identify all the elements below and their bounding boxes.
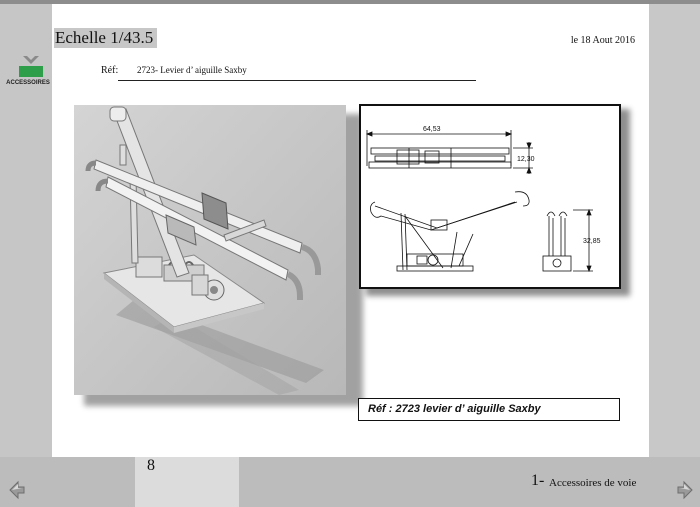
section-number: 1- bbox=[531, 472, 545, 489]
document-date: le 18 Aout 2016 bbox=[570, 35, 635, 46]
dimension-height: 32,85 bbox=[583, 238, 601, 245]
reference-underline bbox=[118, 80, 476, 81]
reference-label: Réf: bbox=[101, 65, 119, 76]
right-margin bbox=[649, 4, 700, 457]
scale-title: Echelle 1/43.5 bbox=[54, 28, 157, 48]
technical-drawing-lines bbox=[361, 106, 619, 287]
next-page-arrow-icon[interactable] bbox=[674, 479, 696, 501]
logo-label: ACCESSOIRES bbox=[6, 80, 50, 86]
dimension-length: 64,53 bbox=[423, 126, 441, 133]
technical-drawing bbox=[359, 104, 621, 289]
reference-value: 2723- Levier d’ aiguille Saxby bbox=[137, 65, 247, 75]
lever-render-illustration bbox=[74, 105, 346, 395]
logo-green-block bbox=[19, 66, 43, 77]
lever-3d-render bbox=[74, 105, 346, 395]
dimension-depth: 12,30 bbox=[517, 156, 535, 163]
section-label: Accessoires de voie bbox=[549, 477, 637, 489]
page-number: 8 bbox=[147, 457, 155, 474]
reference-caption: Réf : 2723 levier d’ aiguille Saxby bbox=[358, 398, 620, 421]
previous-page-arrow-icon[interactable] bbox=[6, 479, 28, 501]
